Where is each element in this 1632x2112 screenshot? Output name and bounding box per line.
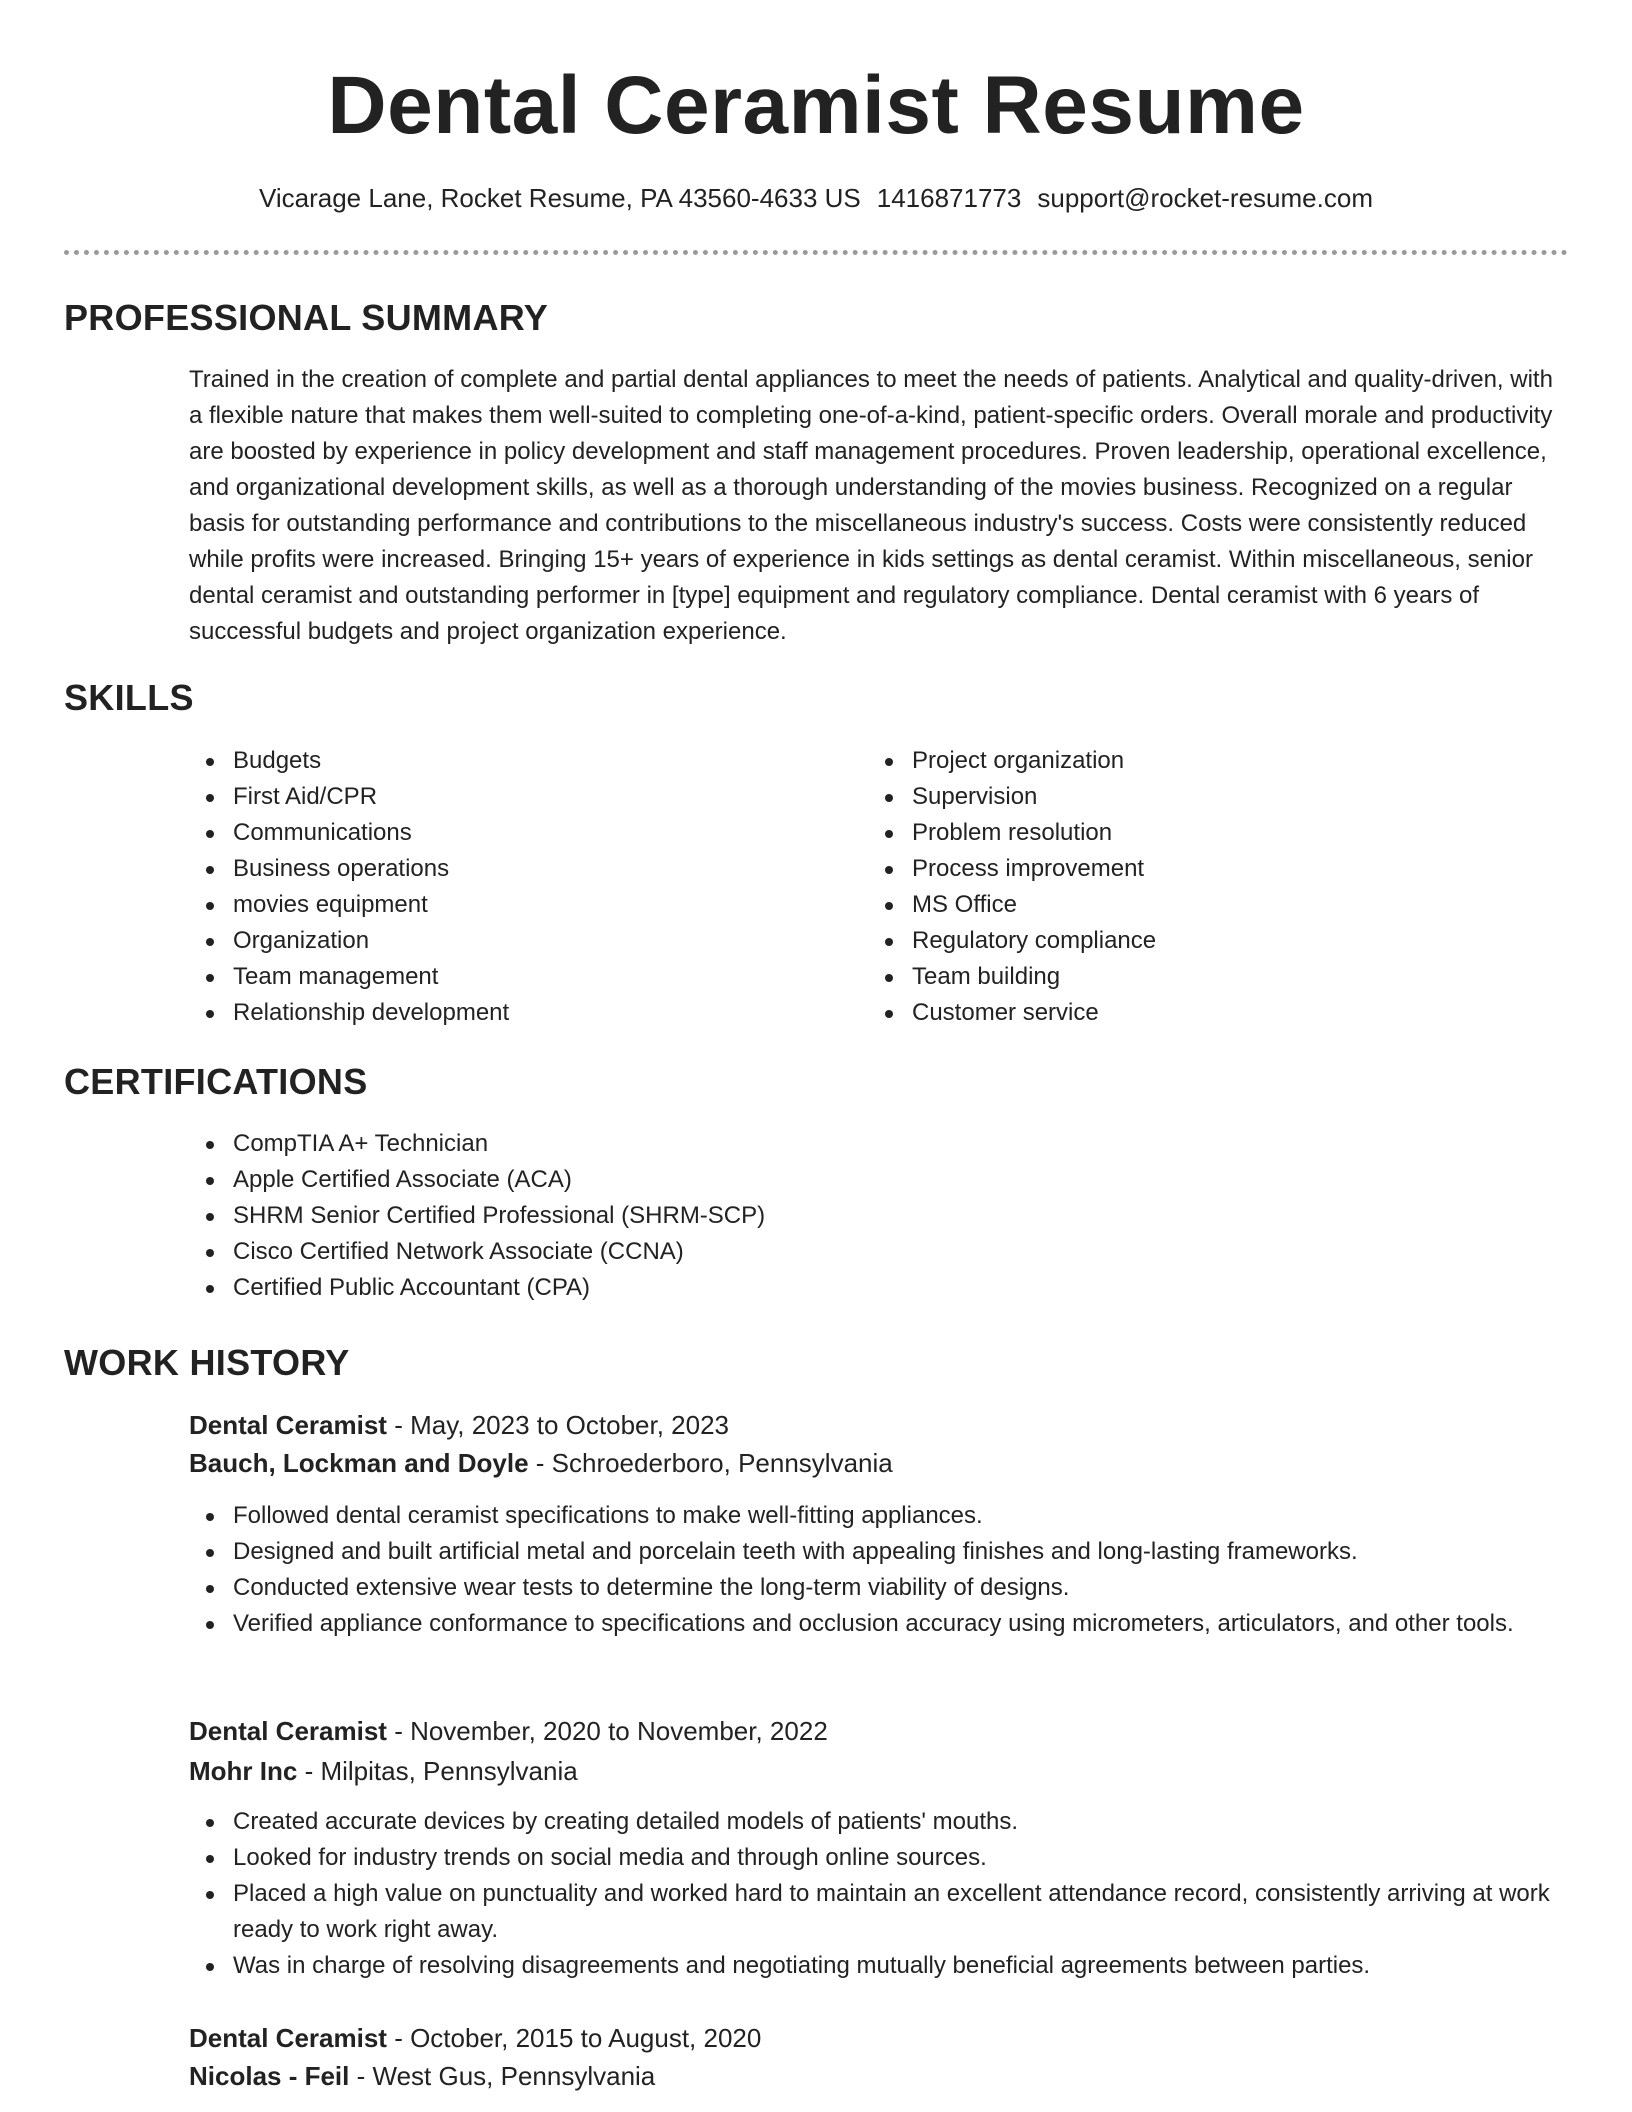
skills-list-left [189,743,849,1031]
skill-item: Business operations [189,851,849,887]
job-location: - West Gus, Pennsylvania [349,2061,656,2091]
skill-item: Problem resolution [868,815,1528,851]
job-title-line [189,2019,1569,2057]
summary-heading: PROFESSIONAL SUMMARY [64,297,549,338]
job-bullets [189,1498,1569,1642]
work-history-heading: WORK HISTORY [64,1342,350,1383]
skill-item: Communications [189,815,849,851]
job-company: Nicolas - Feil [189,2061,350,2091]
skills-list-right [868,743,1528,1031]
certification-item: Cisco Certified Network Associate (CCNA) [189,1234,1569,1270]
skill-item: First Aid/CPR [189,779,849,815]
job-bullet: Conducted extensive wear tests to determine the long-term viability of designs. [189,1570,1569,1606]
job-bullet: Was in charge of resolving disagreements and negotiating mutually beneficial agreements between parties. [189,1948,1569,1984]
job-location: - Milpitas, Pennsylvania [297,1756,578,1786]
certification-item: CompTIA A+ Technician [189,1126,1569,1162]
job-dates: - May, 2023 to October, 2023 [386,1410,730,1440]
contact-email: support@rocket-resume.com [1037,183,1373,213]
skill-item: Supervision [868,779,1528,815]
contact-address: Vicarage Lane, Rocket Resume, PA 43560-4633 US [259,183,861,213]
summary-text: Trained in the creation of complete and partial dental appliances to meet the needs of patients. Analytical and quality-driven, with a flexible nature that makes them well-suited to completing one-of-a-kind, patient-specific orders. Overall morale and productivity are boosted by experience in policy development and staff management procedures. Proven leadership, operational excellence, and organizational development skills, as well as a thorough understanding of the movies business. Recognized on a regular basis for outstanding performance and contributions to the miscellaneous industry's success. Costs were consistently reduced while profits were increased. Bringing 15+ years of experience in kids settings as dental ceramist. Within miscellaneous, senior dental ceramist and outstanding performer in [type] equipment and regulatory compliance. Dental ceramist with 6 years of successful budgets and project organization experience. [189,366,1553,645]
job-role: Dental Ceramist [189,1716,387,1746]
skill-item: Regulatory compliance [868,923,1528,959]
job-company-line [189,2057,1569,2095]
skills-heading: SKILLS [64,677,194,718]
job-role: Dental Ceramist [189,1410,387,1440]
skill-item: Process improvement [868,851,1528,887]
header-divider [64,250,1568,255]
skill-item: Relationship development [189,995,849,1031]
job-location: - Schroederboro, Pennsylvania [528,1448,893,1478]
skill-item: Customer service [868,995,1528,1031]
job-bullet: Created accurate devices by creating detailed models of patients' mouths. [189,1804,1569,1840]
job-bullet: Followed dental ceramist specifications to make well-fitting appliances. [189,1498,1569,1534]
certification-item: Certified Public Accountant (CPA) [189,1270,1569,1306]
certifications-list [189,1126,1569,1306]
skill-item: MS Office [868,887,1528,923]
job-role: Dental Ceramist [189,2023,387,2053]
job-bullet: Placed a high value on punctuality and worked hard to maintain an excellent attendance record, consistently arriving at work ready to work right away. [189,1876,1569,1948]
certifications-heading: CERTIFICATIONS [64,1061,368,1102]
job-company: Bauch, Lockman and Doyle [189,1448,529,1478]
job-company-line [189,1752,1569,1790]
skill-item: Team building [868,959,1528,995]
job-title-line [189,1712,1569,1750]
skill-item: Budgets [189,743,849,779]
job-company-line [189,1444,1569,1482]
skill-item: Team management [189,959,849,995]
contact-line [0,180,1632,216]
certification-item: Apple Certified Associate (ACA) [189,1162,1569,1198]
job-title-line [189,1406,1569,1444]
job-bullet: Verified appliance conformance to specifications and occlusion accuracy using micrometers, articulators, and other tools. [189,1606,1569,1642]
skill-item: movies equipment [189,887,849,923]
job-bullets [189,1804,1569,1984]
certification-item: SHRM Senior Certified Professional (SHRM-SCP) [189,1198,1569,1234]
skill-item: Project organization [868,743,1528,779]
job-bullet: Designed and built artificial metal and porcelain teeth with appealing finishes and long-lasting frameworks. [189,1534,1569,1570]
job-dates: - October, 2015 to August, 2020 [386,2023,762,2053]
job-company: Mohr Inc [189,1756,298,1786]
job-dates: - November, 2020 to November, 2022 [386,1716,828,1746]
resume-title: Dental Ceramist Resume [327,60,1305,151]
contact-phone: 1416871773 [876,183,1022,213]
job-bullet: Looked for industry trends on social media and through online sources. [189,1840,1569,1876]
skill-item: Organization [189,923,849,959]
